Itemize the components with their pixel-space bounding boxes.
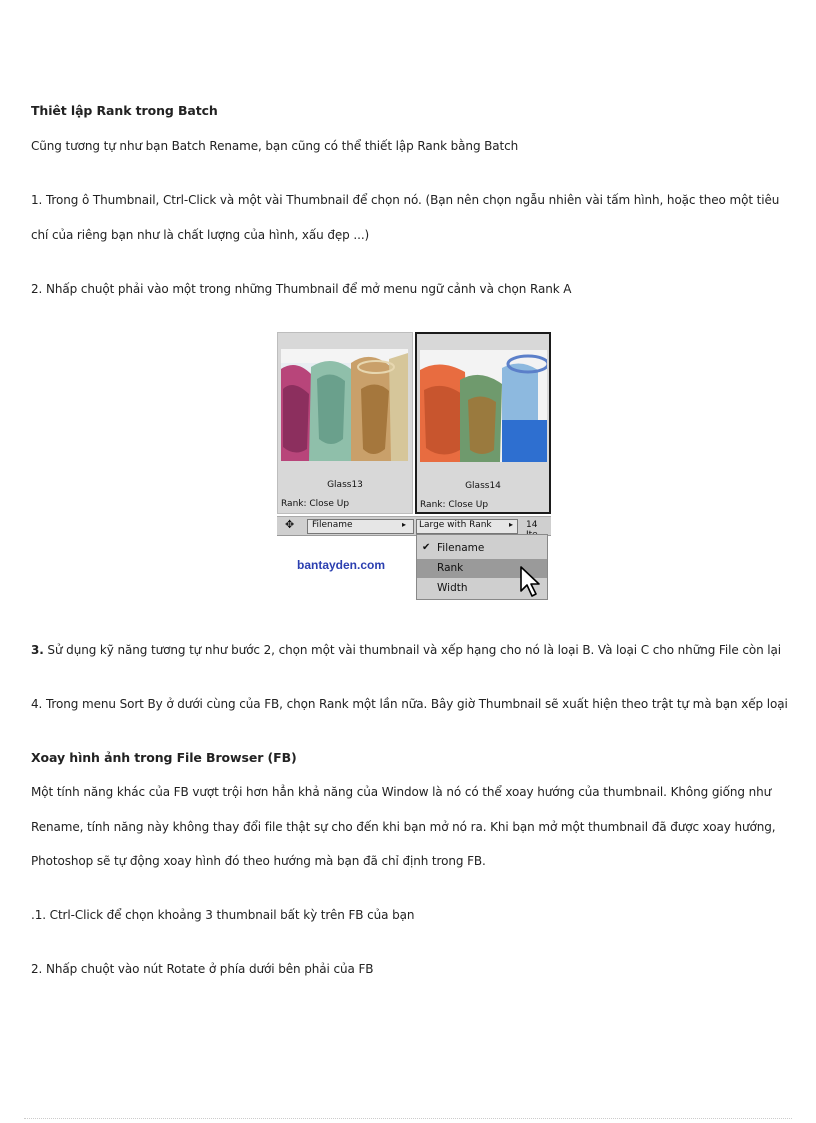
check-icon: ✔ [422, 542, 431, 553]
step3-paragraph [31, 642, 781, 658]
section-heading-rank: Thiêt lập Rank trong Batch [31, 103, 218, 118]
step3-text: Sử dụng kỹ năng tương tự như bước 2, chọn một vài thumbnail và xếp hạng cho nó là loại B. Và loại C cho những File còn lại [43, 643, 782, 657]
menu-item-filename[interactable]: ✔ Filename [422, 542, 485, 554]
section-heading-rotate: Xoay hình ảnh trong File Browser (FB) [31, 750, 297, 765]
menu-item-rank[interactable]: Rank [417, 559, 547, 578]
sort-menu [416, 534, 548, 600]
thumbnail-glass13 [277, 332, 413, 514]
rotate-step1: .1. Ctrl-Click để chọn khoảng 3 thumbnail bất kỳ trên FB của bạn [31, 908, 415, 922]
thumbnail-rank: Rank: Close Up [281, 499, 350, 509]
step3-number: 3. [31, 643, 44, 657]
intro-paragraph: Cũng tương tự như bạn Batch Rename, bạn cũng có thể thiết lập Rank bằng Batch [31, 139, 519, 153]
menu-item-width[interactable]: Width [437, 582, 468, 594]
watermark-logo: bantayden.com [297, 558, 386, 572]
rotate-para-line1: Một tính năng khác của FB vượt trội hơn hẳn khả năng của Window là nó có thể xoay hướng của thumbnail. Không giống như [31, 785, 772, 799]
thumbnail-rank: Rank: Close Up [420, 500, 489, 510]
item-count: 14 [526, 520, 538, 530]
rotate-para-line3: Photoshop sẽ tự động xoay hình đó theo hướng mà bạn đã chỉ định trong FB. [31, 854, 486, 868]
rotate-step2: 2. Nhấp chuột vào nút Rotate ở phía dưới bên phải của FB [31, 962, 374, 976]
file-browser-toolbar [277, 516, 551, 536]
thumbnail-glass14 [415, 332, 551, 514]
view-value: Large with Rank [419, 520, 492, 530]
glass-photo-left [281, 349, 408, 461]
thumbnail-name: Glass13 [327, 480, 363, 490]
glass-photo-right [420, 350, 547, 462]
bottom-divider [24, 1118, 792, 1119]
cursor-arrow-icon [519, 565, 541, 599]
sort-arrow-icon: ▸ [402, 520, 407, 529]
rotate-para-line2: Rename, tính năng này không thay đổi file thật sự cho đến khi bạn mở nó ra. Khi bạn mở một thumbnail đã được xoay hướng, [31, 820, 776, 834]
step4-paragraph: 4. Trong menu Sort By ở dưới cùng của FB, chọn Rank một lần nữa. Bây giờ Thumbnail sẽ xuất hiện theo trật tự mà bạn xếp loại [31, 697, 788, 711]
file-browser-screenshot [277, 332, 551, 600]
settings-icon[interactable]: ✥ [285, 518, 295, 531]
view-arrow-icon: ▸ [509, 520, 514, 529]
step2-paragraph: 2. Nhấp chuột phải vào một trong những Thumbnail để mở menu ngữ cảnh và chọn Rank A [31, 282, 572, 296]
step1-line1: 1. Trong ô Thumbnail, Ctrl-Click và một vài Thumbnail để chọn nó. (Bạn nên chọn ngẫu nhiên vài tấm hình, hoặc theo một tiêu [31, 193, 780, 207]
step1-line2: chí của riêng bạn như là chất lượng của hình, xấu đẹp ...) [31, 228, 370, 242]
thumbnail-name: Glass14 [465, 481, 501, 491]
sort-by-value: Filename [312, 520, 353, 530]
